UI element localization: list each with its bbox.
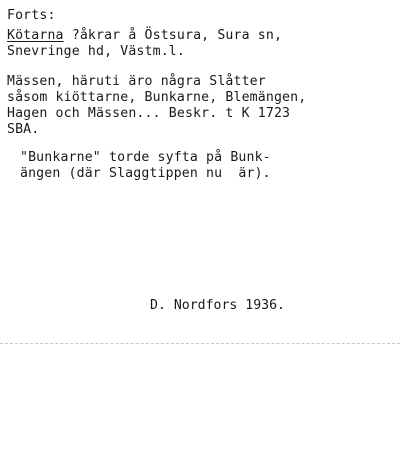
paragraph1-line-1: Mässen, häruti äro några Slåtter xyxy=(7,74,266,89)
card-header: Forts: xyxy=(7,8,56,23)
card-edge-divider xyxy=(0,343,400,344)
paragraph1-line-4: SBA. xyxy=(7,122,40,137)
paragraph1-line-2: såsom kiöttarne, Bunkarne, Blemängen, xyxy=(7,90,307,105)
paragraph2-line-2: ängen (där Slaggtippen nu är). xyxy=(20,166,271,181)
entry-line-1 xyxy=(7,28,282,44)
entry-line-2: Snevringe hd, Västm.l. xyxy=(7,44,185,59)
paragraph2-line-1: "Bunkarne" torde syfta på Bunk- xyxy=(20,150,271,165)
headword: Kötarna xyxy=(7,28,64,43)
entry-location: ?åkrar å Östsura, Sura sn, xyxy=(63,28,283,43)
signature: D. Nordfors 1936. xyxy=(150,298,285,313)
paragraph1-line-3: Hagen och Mässen... Beskr. t K 1723 xyxy=(7,106,291,121)
